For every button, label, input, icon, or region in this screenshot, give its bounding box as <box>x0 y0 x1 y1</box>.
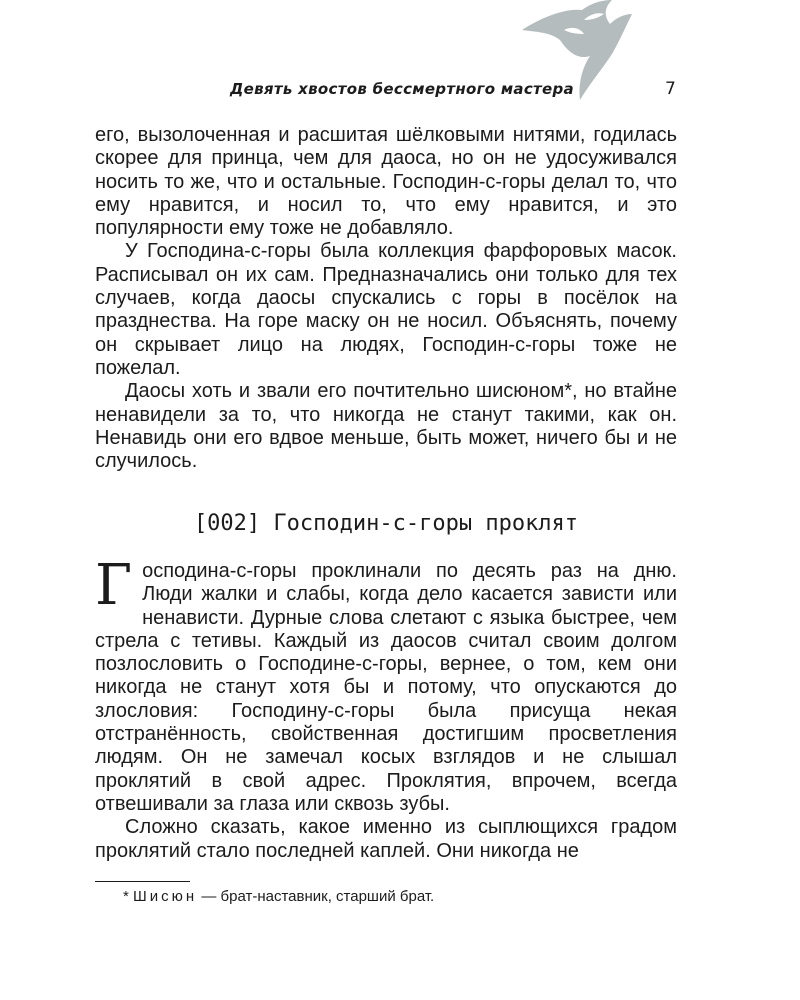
paragraph-envy: Даосы хоть и звали его почтительно шисюном*, но втайне ненавидели за то, что никогда не станут такими, как он. Ненавидь они его вдвое меньше, быть может, ничего бы и не случилось. <box>95 380 677 473</box>
running-title: Девять хвостов бессмертного мастера <box>230 80 574 98</box>
drop-cap: Г <box>95 553 133 618</box>
paragraph-continued: его, вызолоченная и расшитая шёлковыми нитями, годилась скорее для принца, чем для даоса, но он не удосуживался носить то же, что и остальные. Господин-с-горы делал то, что ему нравится, и носил то, что ему нравится, и это популярности ему тоже не добавляло. <box>95 124 677 240</box>
paragraph-masks: У Господина-с-горы была коллекция фарфоровых масок. Расписывал он их сам. Предназначались они только для тех случаев, когда даосы спускались с горы в посёлок на празднества. На горе маску он не носил. Объяснять, почему он скрывает лицо на людях, Господин-с-горы тоже не пожелал. <box>95 240 677 379</box>
page-number: 7 <box>665 79 676 99</box>
body-text-chapter <box>95 553 677 863</box>
body-text-top <box>95 124 677 473</box>
chapter-title: [002] Господин-с-горы проклят <box>193 511 579 536</box>
footnote <box>123 888 434 905</box>
chapter-second-paragraph: Сложно сказать, какое именно из сыплющихся градом проклятий стало последней каплей. Они никогда не <box>95 816 677 862</box>
footnote-term: Шисюн <box>133 888 198 905</box>
footnote-marker: * <box>123 888 129 905</box>
first-paragraph-text: осподина-с-горы проклинали по десять раз на дню. Люди жалки и слабы, когда дело касается зависти или ненависти. Дурные слова слетают с языка быстрее, чем стрела с тетивы. Каждый из даосов считал своим долгом позлословить о Господине-с-горы, вернее, о том, кем они никогда не станут хотя бы и потому, что опускаются до злословия: Господину-с-горы была присуща некая отстранённость, свойственная достигшим просветления людям. Он не замечал косых взглядов и не слышал проклятий в свой адрес. Проклятия, впрочем, всегда отвешивали за глаза или сквозь зубы. <box>95 560 677 815</box>
chapter-first-paragraph <box>95 553 677 816</box>
footnote-definition: — брат-наставник, старший брат. <box>201 888 435 905</box>
footnote-divider <box>95 881 190 882</box>
